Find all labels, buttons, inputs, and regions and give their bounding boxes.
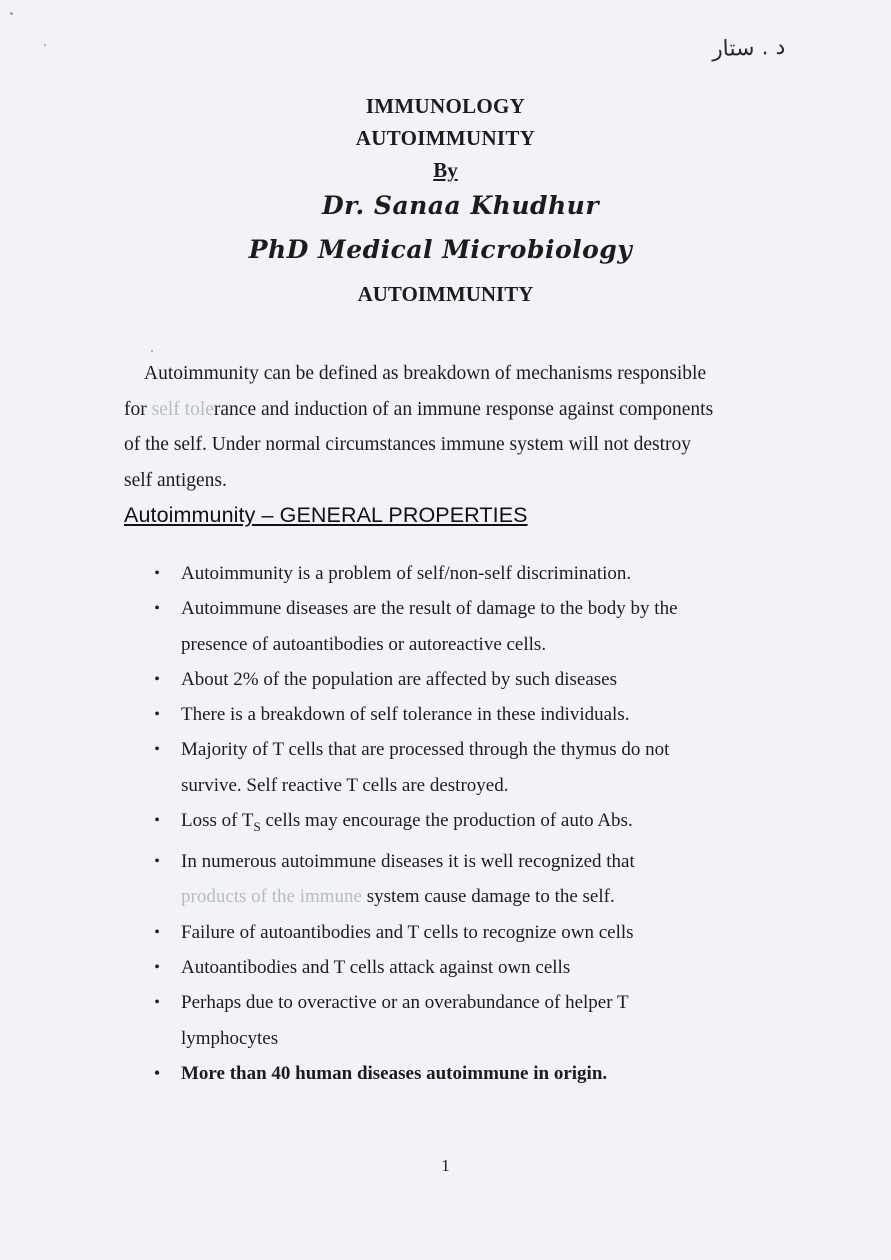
bullet-dot-icon: • bbox=[154, 565, 160, 582]
bullet-dot-icon: • bbox=[154, 959, 160, 977]
list-item: • Autoantibodies and T cells attack against own cells bbox=[150, 950, 770, 985]
bullet-dot-icon: • bbox=[154, 853, 160, 871]
author-degree: PhD Medical Microbiology bbox=[248, 235, 633, 264]
bullet-dot-icon: • bbox=[154, 1064, 160, 1082]
topic-title: AUTOIMMUNITY bbox=[355, 126, 536, 150]
list-item: • Loss of $T_S$ cells may encourage the production of auto Abs. bbox=[150, 803, 770, 844]
title-block bbox=[0, 90, 891, 314]
properties-list bbox=[150, 556, 770, 1091]
bullet-dot-icon: • bbox=[154, 741, 160, 759]
list-item: • Autoimmunity is a problem of self/non-self discrimination. bbox=[150, 556, 770, 591]
list-item: • There is a breakdown of self tolerance in these individuals. bbox=[150, 697, 770, 732]
by-label: By bbox=[433, 158, 458, 182]
scan-speck bbox=[10, 12, 13, 15]
list-item: • Failure of autoantibodies and T cells to recognize own cells bbox=[150, 915, 770, 950]
subject-title: IMMUNOLOGY bbox=[365, 94, 526, 118]
bullet-dot-icon: • bbox=[154, 812, 160, 830]
bullet-dot-icon: • bbox=[154, 994, 160, 1012]
scan-speck bbox=[151, 350, 153, 352]
list-item: • Perhaps due to overactive or an overabundance of helper T lymphocytes bbox=[150, 985, 770, 1056]
list-item: • Autoimmune diseases are the result of damage to the body by the presence of autoantibodies or autoreactive cells. bbox=[150, 591, 770, 662]
list-item: • About 2% of the population are affected by such diseases bbox=[150, 662, 770, 697]
faded-scan-text: products of the immune bbox=[181, 886, 362, 908]
list-item: • Majority of T cells that are processed through the thymus do not survive. Self reactive T cells are destroyed. bbox=[150, 732, 770, 803]
author-name: Dr. Sanaa Khudhur bbox=[321, 191, 600, 220]
list-item: • In numerous autoimmune diseases it is well recognized that products of the immune system cause damage to the self. bbox=[150, 844, 770, 915]
list-item: • More than 40 human diseases autoimmune in origin. bbox=[150, 1056, 770, 1091]
scan-speck bbox=[44, 44, 46, 46]
bullet-dot-icon: • bbox=[154, 706, 160, 724]
section-title: AUTOIMMUNITY bbox=[357, 282, 534, 306]
intro-paragraph bbox=[124, 356, 764, 498]
intro-line: for self tolerance and induction of an immune response against components bbox=[124, 398, 714, 420]
intro-line: Autoimmunity can be defined as breakdown of mechanisms responsible bbox=[144, 363, 707, 384]
page-number: 1 bbox=[441, 1156, 450, 1175]
intro-line: self antigens. bbox=[124, 469, 227, 491]
general-properties-heading: Autoimmunity – GENERAL PROPERTIES bbox=[124, 503, 528, 527]
bullet-dot-icon: • bbox=[154, 600, 160, 618]
bullet-dot-icon: • bbox=[154, 670, 160, 688]
intro-line: of the self. Under normal circumstances immune system will not destroy bbox=[124, 434, 691, 455]
handwritten-note: د . ستار bbox=[711, 34, 786, 63]
bullet-dot-icon: • bbox=[154, 923, 160, 941]
faded-scan-text: self tole bbox=[151, 398, 214, 420]
